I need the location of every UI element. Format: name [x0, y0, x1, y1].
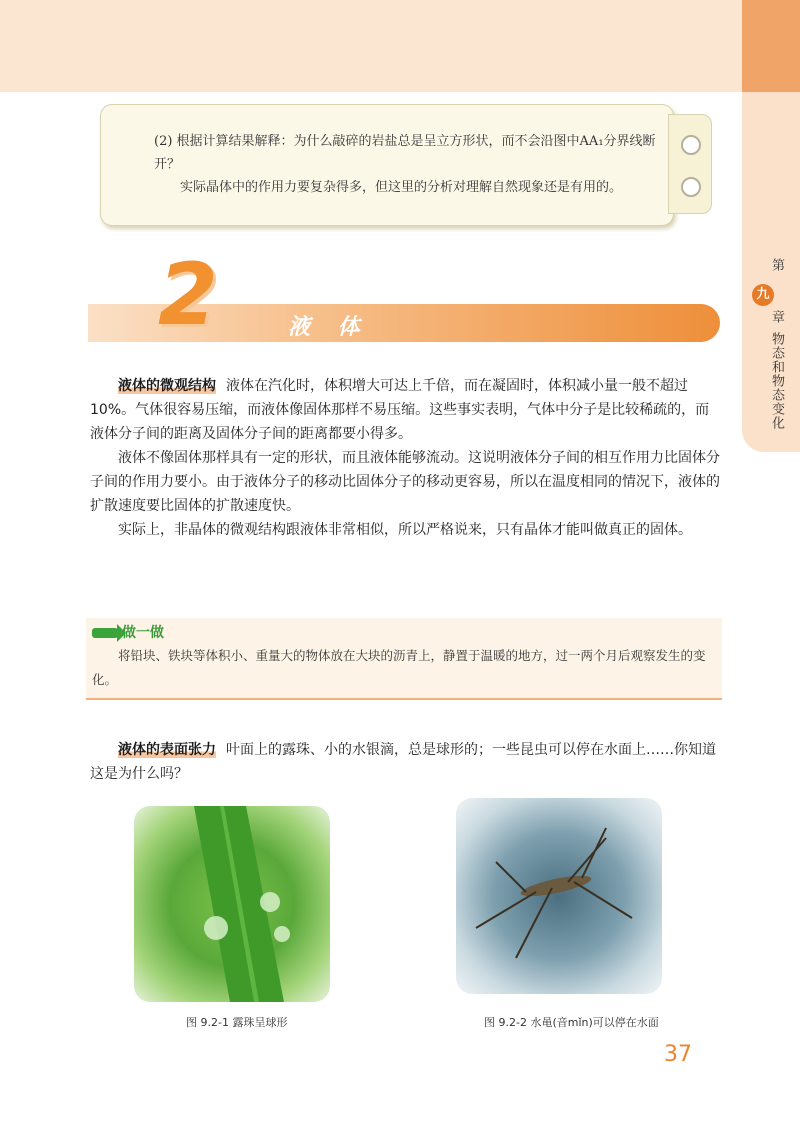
arrow-right-icon — [92, 628, 118, 638]
try-it-heading-text: 做一做 — [122, 625, 164, 641]
chapter-number-badge: 九 — [752, 284, 774, 306]
figure-2-caption: 图 9.2-2 水黾(音mǐn)可以停在水面 — [484, 1016, 659, 1029]
page-number: 37 — [664, 1042, 692, 1067]
leaf-illustration — [134, 806, 330, 1002]
chapter-suffix: 章 — [769, 310, 784, 324]
section-number: 2 — [158, 245, 218, 345]
section-title: 液 体 — [288, 315, 370, 340]
binder-ring-icon — [681, 135, 701, 155]
try-it-text — [92, 644, 714, 692]
paragraph-2: 液体不像固体那样具有一定的形状，而且液体能够流动。这说明液体分子间的相互作用力比固体分子间的作用力要小。由于液体分子的移动比固体分子的移动更容易，所以在温度相同的情况下，液体的扩散速度要比固体的扩散速度快。 — [90, 450, 720, 514]
water-strider-illustration — [456, 798, 662, 994]
note-binder-tabs — [668, 114, 712, 214]
note-line-1: (2) 根据计算结果解释：为什么敲碎的岩盐总是呈立方形状，而不会沿图中AA₁分界线断开？ — [154, 134, 656, 172]
chapter-prefix: 第 — [769, 258, 784, 272]
surface-tension-paragraph — [90, 738, 722, 786]
side-tab-top — [742, 0, 800, 92]
try-it-text-content: 将铅块、铁块等体积小、重量大的物体放在大块的沥青上，静置于温暖的地方，过一两个月后观察发生的变化。 — [92, 648, 706, 687]
dew-drops-photo — [134, 806, 330, 1002]
paragraph-4-text: 叶面上的露珠、小的水银滴，总是球形的；一些昆虫可以停在水面上……你知道这是为什么吗？ — [90, 742, 716, 782]
body-paragraphs — [90, 374, 722, 542]
paragraph-1-text: 液体在汽化时，体积增大可达上千倍，而在凝固时，体积减小量一般不超过10%。气体很容易压缩，而液体像固体那样不易压缩。这些事实表明，气体中分子是比较稀疏的，而液体分子间的距离及固体分子间的距离都要小得多。 — [90, 378, 710, 442]
figure-1-caption: 图 9.2-1 露珠呈球形 — [186, 1016, 288, 1029]
keyword-surface-tension: 液体的表面张力 — [118, 742, 216, 758]
paragraph-1 — [90, 374, 722, 446]
water-strider-photo — [456, 798, 662, 994]
paragraph-3: 实际上，非晶体的微观结构跟液体非常相似，所以严格说来，只有晶体才能叫做真正的固体。 — [118, 522, 692, 538]
try-it-heading — [92, 622, 164, 642]
paragraph-4 — [90, 738, 722, 786]
note-text — [154, 130, 666, 199]
top-band — [0, 0, 742, 92]
chapter-side-tab — [742, 92, 800, 452]
note-line-2: 实际晶体中的作用力要复杂得多，但这里的分析对理解自然现象还是有用的。 — [180, 180, 623, 195]
binder-ring-icon — [681, 177, 701, 197]
chapter-title: 物态和物态变化 — [769, 332, 784, 430]
keyword-microstructure: 液体的微观结构 — [118, 378, 216, 394]
